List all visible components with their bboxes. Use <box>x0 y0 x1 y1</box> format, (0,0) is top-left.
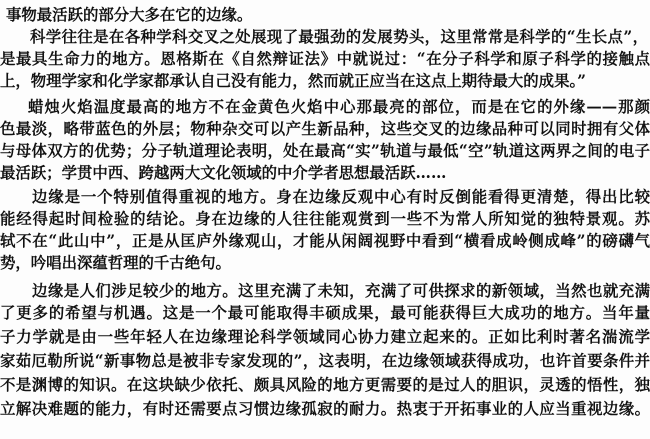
text-line: 立解决难题的能力，有时还需要点习惯边缘孤寂的耐力。热衷于开拓事业的人应当重视边缘。 <box>0 400 650 418</box>
text-line: 是最具生命力的地方。恩格斯在《自然辩证法》中就说过：“在分子科学和原子科学的接触点 <box>0 50 650 68</box>
text-line: 事物最活跃的部分大多在它的边缘。 <box>6 6 253 24</box>
text-line: 边缘是一个特别值得重视的地方。身在边缘反观中心有时反倒能看得更清楚，得出比较 <box>32 188 650 206</box>
text-line: 科学往往是在各种学科交叉之处展现了最强劲的发展势头，这里常常是科学的“生长点”， <box>30 28 648 46</box>
text-line: 色最淡，略带蓝色的外层；物种杂交可以产生新品种，这些交叉的边缘品种可以同时拥有父体 <box>0 120 650 138</box>
text-line: 轼不在“此山中”，正是从匡庐外缘观山，才能从闲阔视野中看到“横看成岭侧成峰”的磅礴气 <box>0 232 650 250</box>
text-line: 不是渊博的知识。在这块缺少依托、颇具风险的地方更需要的是过人的胆识，灵透的悟性，独 <box>0 376 650 394</box>
text-line: 子力学就是由一些年轻人在边缘理论科学领域同心协力建立起来的。正如比利时著名湍流学 <box>0 328 650 346</box>
text-line: 了更多的希望与机遇。这是一个最可能取得丰硕成果，最可能获得巨大成功的地方。当年量 <box>0 304 650 322</box>
text-line: 能经得起时间检验的结论。身在边缘的人往往能观赏到一些不为常人所知觉的独特景观。苏 <box>0 210 650 228</box>
text-line: 势，吟唱出深蕴哲理的千古绝句。 <box>0 254 231 272</box>
text-line: 与母体双方的优势；分子轨道理论表明，处在最高“实”轨道与最低“空”轨道这两界之间的电子 <box>0 142 650 160</box>
text-line: 蜡烛火焰温度最高的地方不在金黄色火焰中心那最亮的部位，而是在它的外缘——那颜 <box>28 98 650 116</box>
text-line: 上，物理学家和化学家都承认自己没有能力，然而就正应当在这点上期待最大的成果。” <box>0 72 586 90</box>
text-line: 边缘是人们涉足较少的地方。这里充满了未知，充满了可供探求的新领域，当然也就充满 <box>32 282 650 300</box>
text-line: 最活跃；学贯中西、跨越两大文化领域的中介学者思想最活跃…… <box>0 164 447 182</box>
text-line: 家茹厄勒所说“新事物总是被非专家发现的”，这表明，在边缘领域获得成功，也许首要条件并 <box>0 352 650 370</box>
